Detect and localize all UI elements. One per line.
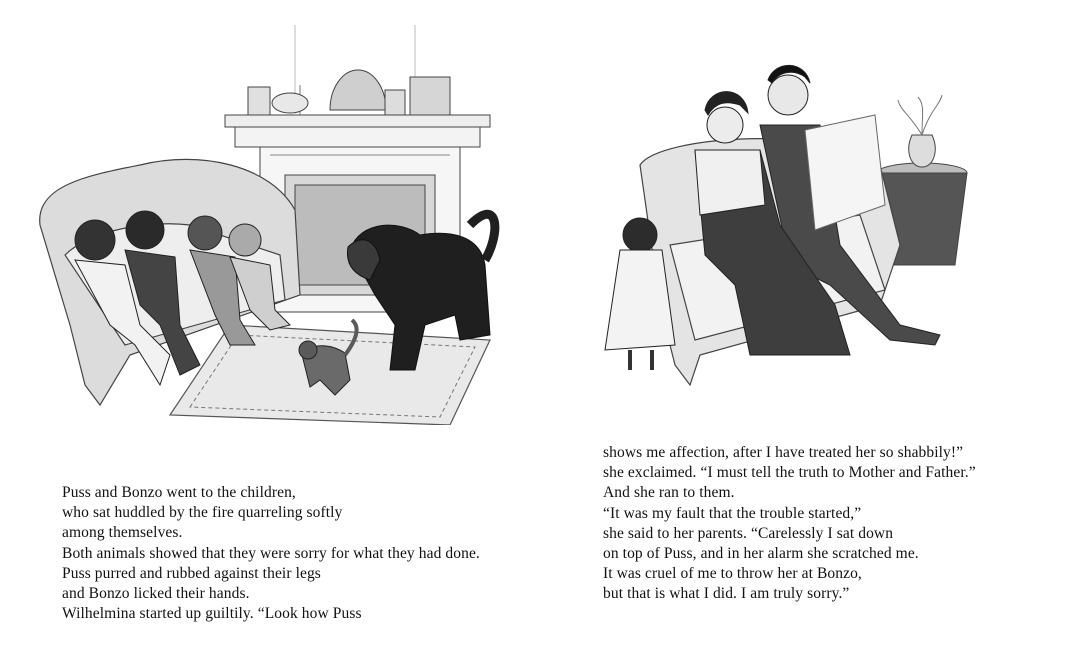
text-line: Puss and Bonzo went to the children,: [62, 484, 296, 501]
illustration-children-dog-cat: [30, 25, 500, 425]
text-line: Puss purred and rubbed against their legs: [62, 564, 321, 582]
text-line: on top of Puss, and in her alarm she scratched me.: [603, 545, 919, 563]
left-page-text: [62, 483, 542, 624]
right-page-text: [603, 443, 1043, 605]
text-line: and Bonzo licked their hands.: [62, 585, 250, 603]
text-line: “It was my fault that the trouble started,”: [603, 504, 862, 522]
text-line: It was cruel of me to throw her at Bonzo,: [603, 565, 862, 583]
text-line: shows me affection, after I have treated her so shabbily!”: [603, 444, 964, 461]
text-line: she exclaimed. “I must tell the truth to Mother and Father.”: [603, 464, 976, 482]
text-line: And she ran to them.: [603, 484, 735, 502]
illustration-parents-child: [600, 55, 1000, 395]
text-line: she said to her parents. “Carelessly I sat down: [603, 524, 894, 542]
text-line: but that is what I did. I am truly sorry.”: [603, 585, 850, 603]
text-line: who sat huddled by the fire quarreling softly: [62, 504, 343, 522]
text-line: Wilhelmina started up guiltily. “Look how Puss: [62, 605, 362, 623]
text-line: among themselves.: [62, 524, 183, 542]
text-line: Both animals showed that they were sorry for what they had done.: [62, 544, 480, 562]
